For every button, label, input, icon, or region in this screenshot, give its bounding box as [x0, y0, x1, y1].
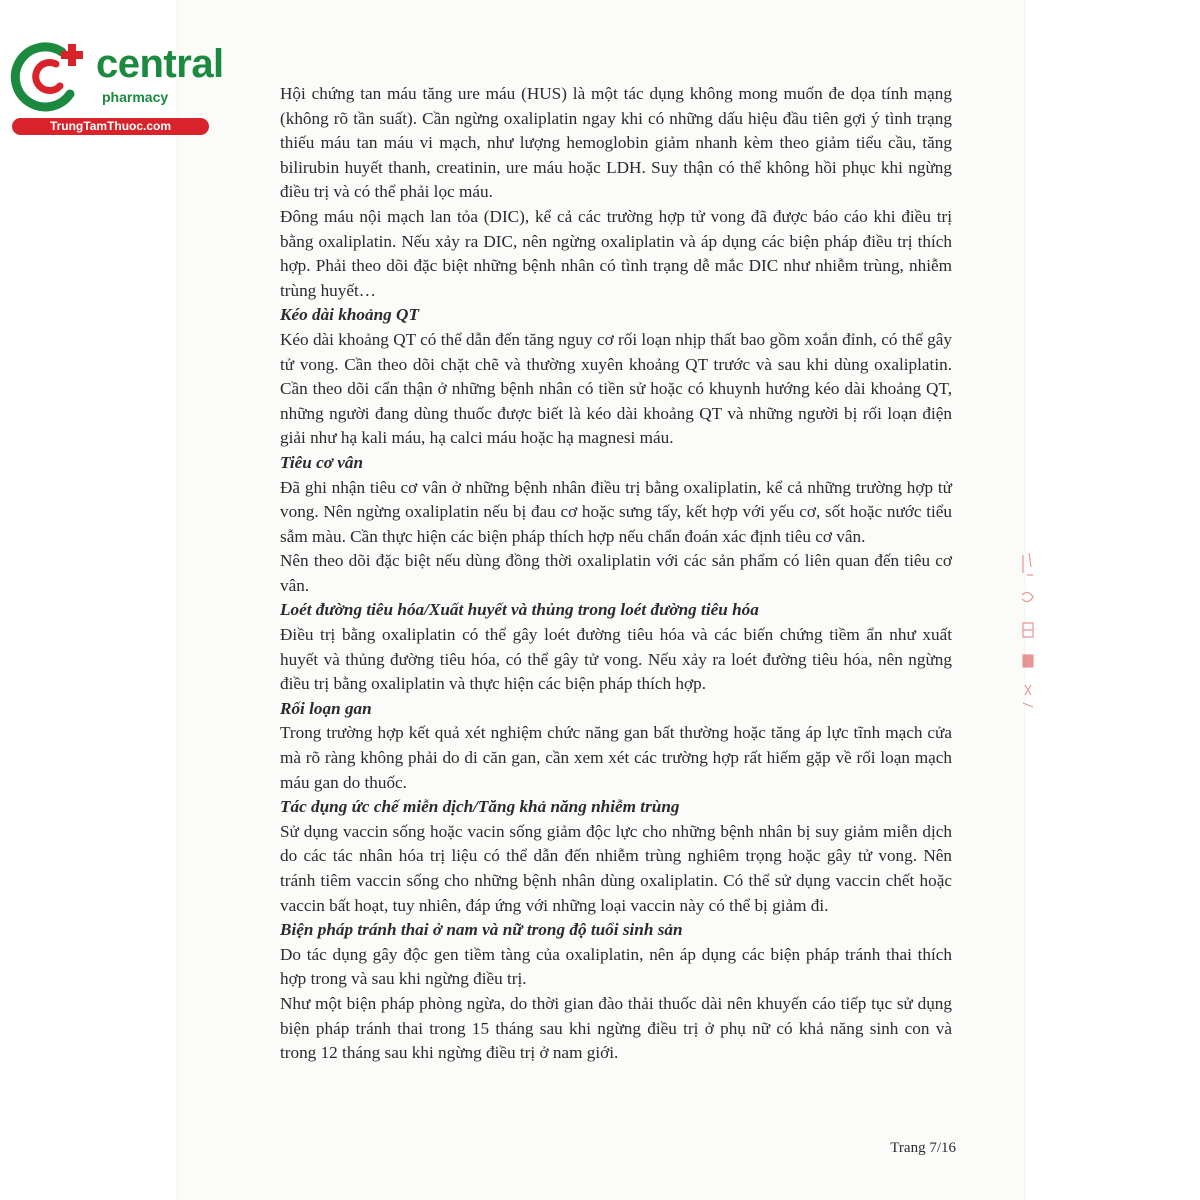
- brand-subtitle: pharmacy: [102, 89, 169, 105]
- body-paragraph: Điều trị bằng oxaliplatin có thể gây loét đường tiêu hóa và các biến chứng tiềm ẩn như xuất huyết và thủng đường tiêu hóa, có thể gây tử vong. Nếu xảy ra loét đường tiêu hóa, nên ngừng điều trị bằng oxaliplatin và thực hiện các biện pháp thích hợp.: [280, 625, 952, 694]
- brand-url[interactable]: TrungTamThuoc.com: [12, 118, 209, 135]
- page-number: Trang 7/16: [890, 1140, 956, 1156]
- body-paragraph: Đã ghi nhận tiêu cơ vân ở những bệnh nhân điều trị bằng oxaliplatin, kể cả những trường hợp tử vong. Nên ngừng oxaliplatin nếu bị đau cơ hoặc sưng tấy, kết hợp với yếu cơ, sốt hoặc nước tiểu sẫm màu. Cần thực hiện các biện pháp thích hợp nếu chẩn đoán xác định tiêu cơ vân.: [280, 477, 952, 546]
- body-paragraph: Kéo dài khoảng QT có thể dẫn đến tăng nguy cơ rối loạn nhịp thất bao gồm xoắn đỉnh, có thể gây tử vong. Cần theo dõi chặt chẽ và thường xuyên khoảng QT trước và sau khi dùng oxaliplatin. Cần theo dõi cẩn thận ở những bệnh nhân có tiền sử hoặc có khuynh hướng kéo dài khoảng QT, những người đang dùng thuốc được biết là kéo dài khoảng QT và những người bị rối loạn điện giải như hạ kali máu, hạ calci máu hoặc hạ magnesi máu.: [280, 329, 952, 448]
- section-heading: Tiêu cơ vân: [280, 452, 364, 472]
- brand-name: central: [96, 42, 224, 86]
- section-heading: Tác dụng ức chế miễn dịch/Tăng khả năng nhiễm trùng: [280, 797, 680, 817]
- body-paragraph: Nên theo dõi đặc biệt nếu dùng đồng thời oxaliplatin với các sản phẩm có liên quan đến tiêu cơ vân.: [280, 551, 952, 595]
- margin-stamp-mark: [1017, 545, 1039, 715]
- section-heading: Kéo dài khoảng QT: [280, 305, 419, 325]
- body-paragraph: Sử dụng vaccin sống hoặc vacin sống giảm độc lực cho những bệnh nhân bị suy giảm miễn dịch do các tác nhân hóa trị liệu có thể dẫn đến nhiễm trùng nghiêm trọng hoặc gây tử vong. Nên tránh tiêm vaccin sống cho những bệnh nhân dùng oxaliplatin. Có thể sử dụng vaccin chết hoặc vaccin bất hoạt, tuy nhiên, đáp ứng với những loại vaccin này có thể bị giảm đi.: [280, 821, 952, 915]
- body-paragraph: Như một biện pháp phòng ngừa, do thời gian đào thải thuốc dài nên khuyến cáo tiếp tục sử dụng biện pháp tránh thai trong 15 tháng sau khi ngừng điều trị ở phụ nữ có khả năng sinh con và trong 12 tháng sau khi ngừng điều trị ở nam giới.: [280, 993, 952, 1063]
- body-paragraph: Trong trường hợp kết quả xét nghiệm chức năng gan bất thường hoặc tăng áp lực tĩnh mạch cửa mà rõ ràng không phải do di căn gan, cần xem xét các trường hợp rất hiếm gặp về rối loạn mạch máu gan do thuốc.: [280, 723, 952, 792]
- body-paragraph: Hội chứng tan máu tăng ure máu (HUS) là một tác dụng không mong muốn đe dọa tính mạng (không rõ tần suất). Cần ngừng oxaliplatin ngay khi có những dấu hiệu đầu tiên gợi ý tình trạng thiếu máu tan máu vi mạch, như lượng hemoglobin giảm nhanh kèm theo giảm tiểu cầu, tăng bilirubin huyết thanh, creatinin, ure máu hoặc LDH. Suy thận có thể không hồi phục khi ngừng điều trị và có thể phải lọc máu.: [280, 84, 952, 202]
- central-pharmacy-logo[interactable]: [10, 38, 224, 138]
- body-paragraph: Đông máu nội mạch lan tỏa (DIC), kể cả các trường hợp tử vong đã được báo cáo khi điều trị bằng oxaliplatin. Nếu xảy ra DIC, nên ngừng oxaliplatin và áp dụng các biện pháp điều trị thích hợp. Phải theo dõi đặc biệt những bệnh nhân có tình trạng dễ mắc DIC như nhiễm trùng, nhiễm trùng huyết…: [280, 206, 952, 300]
- section-heading: Biện pháp tránh thai ở nam và nữ trong độ tuổi sinh sản: [280, 920, 683, 940]
- pharmacy-cross-icon: [10, 38, 94, 118]
- section-heading: Loét đường tiêu hóa/Xuất huyết và thủng trong loét đường tiêu hóa: [280, 600, 759, 620]
- body-paragraph: Do tác dụng gây độc gen tiềm tàng của oxaliplatin, nên áp dụng các biện pháp tránh thai thích hợp trong và sau khi ngừng điều trị.: [280, 944, 952, 989]
- section-heading: Rối loạn gan: [280, 698, 372, 718]
- document-body: [280, 82, 952, 1066]
